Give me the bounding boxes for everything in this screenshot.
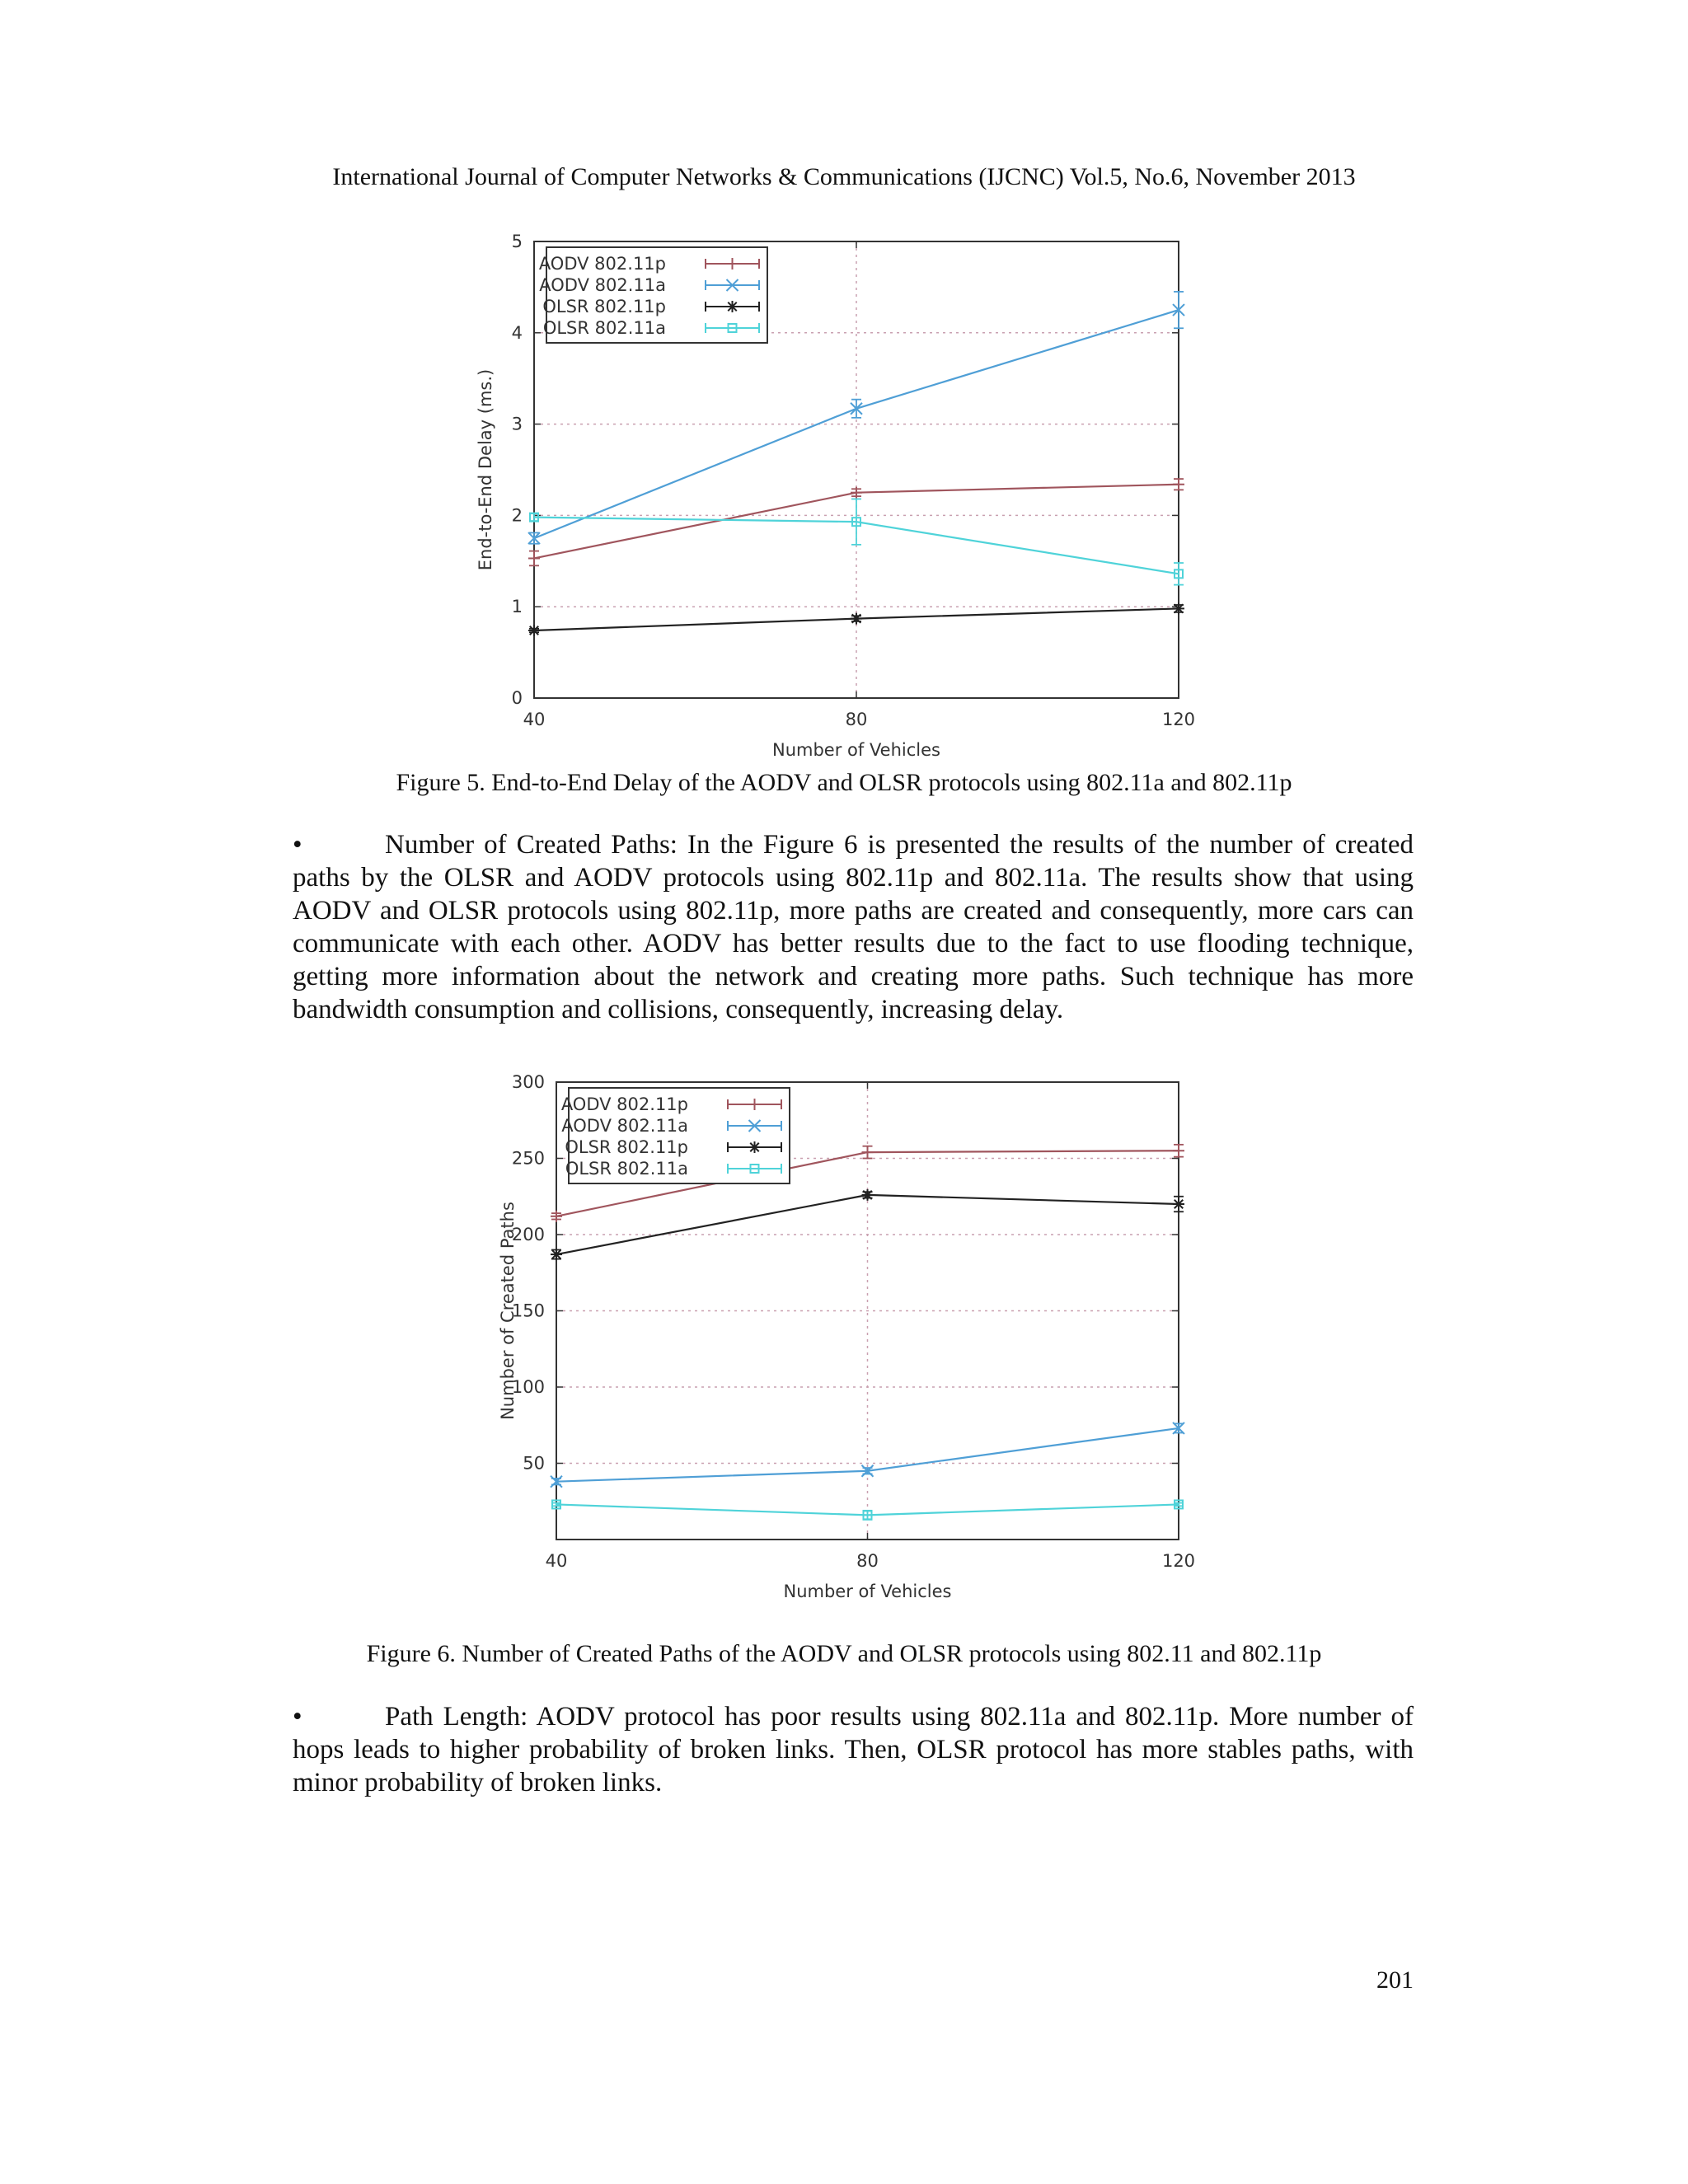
fig5-ytick-label: 4 [511, 322, 523, 343]
fig6-xtick-label: 80 [856, 1551, 879, 1571]
fig5-xtick-label: 80 [845, 710, 868, 729]
fig6-legend [561, 1088, 790, 1183]
fig5-legend-entry-olsr-802-11a: OLSR 802.11a [542, 318, 666, 338]
fig6-series-olsr-802-11p [551, 1189, 1184, 1260]
fig5-legend-entry-olsr-802-11p: OLSR 802.11p [542, 297, 666, 316]
fig5-xtick-label: 120 [1161, 710, 1196, 729]
bullet: • [293, 830, 302, 860]
fig6-xtick-label: 40 [545, 1551, 568, 1571]
fig6-series-aodv-802-11p-point [862, 1146, 874, 1158]
fig5-ytick-label: 1 [511, 597, 523, 617]
fig6-series-aodv-802-11p-point [1173, 1145, 1184, 1156]
fig6-ytick-label: 50 [523, 1453, 545, 1474]
fig5-ytick-label: 5 [511, 232, 523, 251]
fig6-series-olsr-802-11p-point [1173, 1198, 1184, 1210]
fig5-yaxis-label: End-to-End Delay (ms.) [476, 368, 495, 571]
page-number: 201 [1376, 1966, 1414, 1994]
bullet: • [293, 1702, 302, 1732]
figure-5-caption: Figure 5. End-to-End Delay of the AODV and OLSR protocols using 802.11a and 802.11p [396, 769, 1292, 796]
fig6-legend-marker [749, 1141, 761, 1153]
fig6-ytick-label: 250 [511, 1148, 545, 1169]
figure-6-caption: Figure 6. Number of Created Paths of the AODV and OLSR protocols using 802.11 and 802.11p [366, 1640, 1322, 1667]
fig5-legend-entry-aodv-802-11a: AODV 802.11a [539, 275, 666, 295]
fig6-legend-entry-olsr-802-11a: OLSR 802.11a [565, 1159, 688, 1179]
fig6-ytick-label: 150 [511, 1301, 545, 1321]
fig6-series-olsr-802-11p-point [551, 1249, 562, 1260]
fig5-xaxis-label: Number of Vehicles [772, 740, 940, 760]
fig6-ytick-label: 200 [511, 1225, 545, 1244]
fig6-legend-entry-aodv-802-11a: AODV 802.11a [561, 1116, 688, 1136]
fig6-legend-entry-aodv-802-11p: AODV 802.11p [560, 1094, 688, 1114]
fig5-ytick-label: 2 [511, 505, 523, 526]
fig5-xtick-label: 40 [523, 710, 546, 729]
fig6-series-olsr-802-11p-line [556, 1195, 1179, 1254]
fig6-xaxis-label: Number of Vehicles [783, 1582, 952, 1601]
fig6-legend-entry-olsr-802-11p: OLSR 802.11p [565, 1137, 688, 1157]
fig5-ytick-label: 0 [511, 688, 523, 708]
fig6-series-aodv-802-11p-point [551, 1211, 562, 1222]
fig6-yaxis-label: Number of Created Paths [498, 1202, 518, 1420]
paragraph-text: Number of Created Paths: In the Figure 6 is presented the results of the number of created paths by the OLSR and AODV protocols using 802.11p and 802.11a. The results show that using AODV and OLSR protocols using 802.11p, more paths are created and consequently, more cars can communicate with each other. AODV has better results due to the fact to use flooding technique, getting more information about the network and creating more paths. Such technique has more bandwidth consumption and collisions, consequently, increasing delay. [293, 830, 1414, 1024]
fig6-ytick-label: 100 [511, 1377, 545, 1397]
fig5-ytick-label: 3 [511, 414, 523, 434]
fig6-series-olsr-802-11a [551, 1500, 1184, 1520]
journal-header: International Journal of Computer Networks & Communications (IJCNC) Vol.5, No.6, November 2013 [332, 163, 1356, 190]
fig6-series-olsr-802-11p-point [862, 1189, 874, 1201]
fig5-legend-entry-aodv-802-11p: AODV 802.11p [538, 254, 666, 274]
paragraph-path-length [293, 1700, 1414, 1799]
fig6-ytick-label: 300 [511, 1072, 545, 1092]
paragraph-text: Path Length: AODV protocol has poor results using 802.11a and 802.11p. More number of hops leads to higher probability of broken links. Then, OLSR protocol has more stables paths, with minor probability of broken links. [293, 1702, 1414, 1797]
fig6-xtick-label: 120 [1161, 1551, 1196, 1571]
